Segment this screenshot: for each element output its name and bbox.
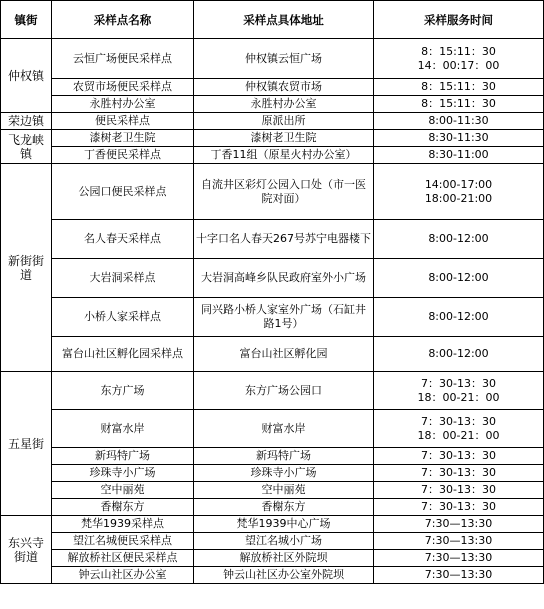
service-time-line: 14：00:17：00	[417, 58, 500, 72]
service-time-cell	[374, 147, 544, 164]
table-row	[1, 410, 544, 448]
service-time-line: 7:30—13:30	[424, 551, 493, 564]
service-time-cell	[374, 259, 544, 298]
site-address-cell: 自流井区彩灯公园入口处（市一医院对面）	[194, 164, 374, 220]
service-time-line: 8:30-11:00	[428, 148, 489, 161]
site-address-cell: 仲权镇农贸市场	[194, 79, 374, 96]
service-time-line: 14:00-17:00	[424, 177, 493, 191]
service-time-cell	[374, 516, 544, 533]
site-address-cell: 梵华1939中心广场	[194, 516, 374, 533]
service-time-line: 18：00-21：00	[417, 428, 500, 442]
service-time-line: 8:00-12:00	[428, 232, 489, 245]
site-name-cell: 解放桥社区便民采样点	[52, 550, 194, 567]
site-address-cell: 新玛特广场	[194, 448, 374, 465]
site-address-cell: 解放桥社区外院坝	[194, 550, 374, 567]
service-time-cell	[374, 550, 544, 567]
service-time-line: 7：30-13：30	[421, 376, 496, 390]
town-cell: 新街街道	[1, 164, 52, 372]
service-time-cell	[374, 465, 544, 482]
site-name-cell: 永胜村办公室	[52, 96, 194, 113]
site-name-cell: 丁香便民采样点	[52, 147, 194, 164]
site-name-cell: 云恒广场便民采样点	[52, 39, 194, 79]
service-time-cell	[374, 533, 544, 550]
service-time-cell	[374, 448, 544, 465]
site-address-cell: 丁香11组（原星火村办公室）	[194, 147, 374, 164]
site-address-cell: 望江名城小广场	[194, 533, 374, 550]
site-address-cell: 东方广场公园口	[194, 372, 374, 410]
site-address-cell: 漆树老卫生院	[194, 130, 374, 147]
header-town: 镇街	[1, 1, 52, 39]
site-address-cell: 永胜村办公室	[194, 96, 374, 113]
site-name-cell: 东方广场	[52, 372, 194, 410]
table-row	[1, 164, 544, 220]
site-name-cell: 钟云山社区办公室	[52, 567, 194, 584]
table-body	[1, 39, 544, 584]
service-time-cell	[374, 220, 544, 259]
table-row	[1, 96, 544, 113]
header-site-name: 采样点名称	[52, 1, 194, 39]
service-time-line: 8：15:11：30	[421, 97, 496, 110]
table-row	[1, 337, 544, 372]
table-row	[1, 130, 544, 147]
town-cell: 东兴寺街道	[1, 516, 52, 584]
site-name-cell: 新玛特广场	[52, 448, 194, 465]
service-time-line: 8：15:11：30	[421, 44, 496, 58]
service-time-line: 18:00-21:00	[424, 191, 493, 205]
site-name-cell: 望江名城便民采样点	[52, 533, 194, 550]
site-address-cell: 富台山社区孵化园	[194, 337, 374, 372]
service-time-cell	[374, 567, 544, 584]
site-name-cell: 大岩洞采样点	[52, 259, 194, 298]
site-name-cell: 空中丽苑	[52, 482, 194, 499]
site-address-cell: 钟云山社区办公室外院坝	[194, 567, 374, 584]
service-time-cell	[374, 164, 544, 220]
service-time-line: 7:30—13:30	[424, 534, 493, 547]
table-row	[1, 550, 544, 567]
site-name-cell: 梵华1939采样点	[52, 516, 194, 533]
service-time-line: 8:00-12:00	[428, 271, 489, 284]
site-address-cell: 空中丽苑	[194, 482, 374, 499]
service-time-line: 18：00-21：00	[417, 390, 500, 404]
site-address-cell: 大岩洞高峰乡队民政府室外小广场	[194, 259, 374, 298]
service-time-line: 7:30—13:30	[424, 517, 493, 530]
service-time-line: 7：30-13：30	[421, 483, 496, 496]
site-name-cell: 漆树老卫生院	[52, 130, 194, 147]
site-address-cell: 财富水岸	[194, 410, 374, 448]
site-name-cell: 珍珠寺小广场	[52, 465, 194, 482]
table-row	[1, 499, 544, 516]
table-row	[1, 516, 544, 533]
header-site-address: 采样点具体地址	[194, 1, 374, 39]
table-row	[1, 465, 544, 482]
service-time-cell	[374, 499, 544, 516]
table-row	[1, 482, 544, 499]
service-time-cell	[374, 337, 544, 372]
town-cell: 五星街	[1, 372, 52, 516]
site-name-cell: 农贸市场便民采样点	[52, 79, 194, 96]
service-time-cell	[374, 410, 544, 448]
service-time-cell	[374, 79, 544, 96]
service-time-cell	[374, 96, 544, 113]
service-time-line: 8:30-11:30	[428, 131, 489, 144]
site-name-cell: 小桥人家采样点	[52, 298, 194, 337]
site-name-cell: 富台山社区孵化园采样点	[52, 337, 194, 372]
site-address-cell: 十字口名人春天267号苏宁电器楼下	[194, 220, 374, 259]
service-time-cell	[374, 372, 544, 410]
service-time-cell	[374, 298, 544, 337]
table-row	[1, 533, 544, 550]
table-row	[1, 567, 544, 584]
header-row	[1, 1, 544, 39]
table-row	[1, 259, 544, 298]
table-row	[1, 372, 544, 410]
site-address-cell: 香榭东方	[194, 499, 374, 516]
site-address-cell: 珍珠寺小广场	[194, 465, 374, 482]
service-time-line: 7：30-13：30	[421, 449, 496, 462]
service-time-line: 7：30-13：30	[421, 466, 496, 479]
site-address-cell: 仲权镇云恒广场	[194, 39, 374, 79]
town-cell: 仲权镇	[1, 39, 52, 113]
table-row	[1, 220, 544, 259]
service-time-line: 8:00-11:30	[428, 114, 489, 127]
town-cell: 飞龙峡镇	[1, 130, 52, 164]
table-row	[1, 298, 544, 337]
site-name-cell: 公园口便民采样点	[52, 164, 194, 220]
service-time-cell	[374, 130, 544, 147]
service-time-cell	[374, 482, 544, 499]
header-service-time: 采样服务时间	[374, 1, 544, 39]
service-time-line: 8:00-12:00	[428, 310, 489, 323]
service-time-cell	[374, 113, 544, 130]
service-time-line: 7：30-13：30	[421, 414, 496, 428]
site-address-cell: 原派出所	[194, 113, 374, 130]
table-row	[1, 79, 544, 96]
site-name-cell: 便民采样点	[52, 113, 194, 130]
site-name-cell: 财富水岸	[52, 410, 194, 448]
site-name-cell: 香榭东方	[52, 499, 194, 516]
table-row	[1, 147, 544, 164]
service-time-line: 8:00-12:00	[428, 347, 489, 360]
site-name-cell: 名人春天采样点	[52, 220, 194, 259]
town-cell: 荣边镇	[1, 113, 52, 130]
table-row	[1, 39, 544, 79]
service-time-line: 7:30—13:30	[424, 568, 493, 581]
table-row	[1, 113, 544, 130]
table-row	[1, 448, 544, 465]
service-time-line: 8：15:11：30	[421, 80, 496, 93]
site-address-cell: 同兴路小桥人家室外广场（石缸井路1号）	[194, 298, 374, 337]
service-time-line: 7：30-13：30	[421, 500, 496, 513]
service-time-cell	[374, 39, 544, 79]
